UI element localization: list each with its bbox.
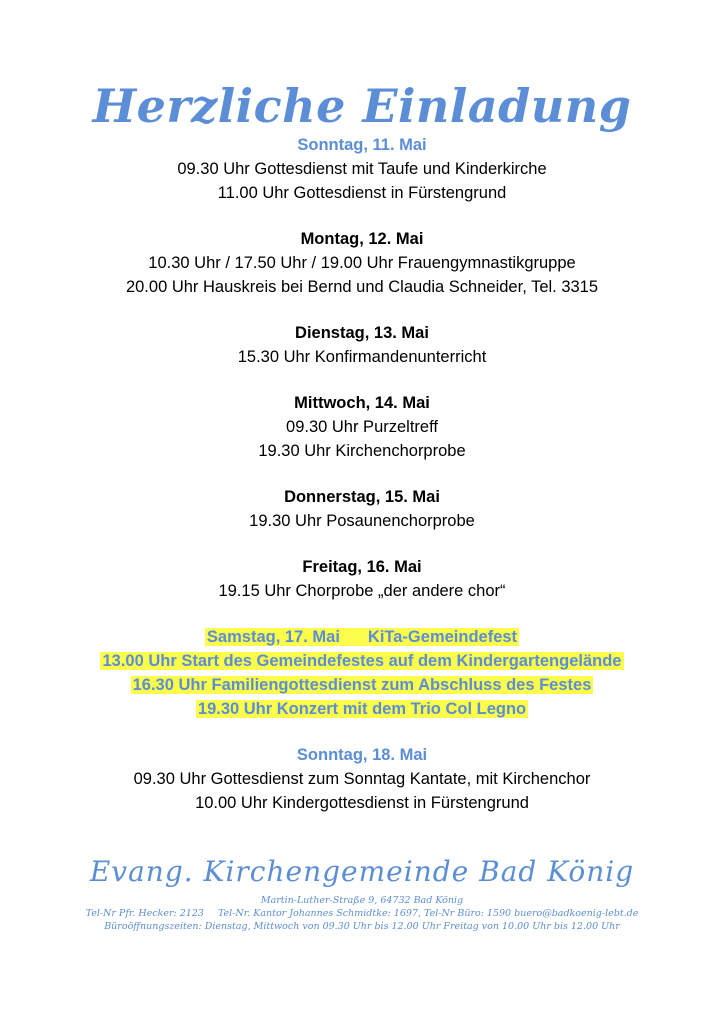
day-thursday-15 xyxy=(0,485,724,533)
highlighted-day-header xyxy=(0,625,724,649)
day-header: Samstag, 17. Mai xyxy=(206,628,340,646)
event-line: 19.15 Uhr Chorprobe „der andere chor“ xyxy=(218,582,506,600)
phone-pastor: Tel-Nr Pfr. Hecker: 2123 xyxy=(85,908,204,919)
event-subtitle: KiTa-Gemeindefest xyxy=(367,628,518,646)
email-link[interactable]: buero@badkoenig-lebt.de xyxy=(514,908,639,919)
day-tuesday-13 xyxy=(0,321,724,369)
day-saturday-17-highlighted xyxy=(0,625,724,721)
event-line: 19.30 Uhr Kirchenchorprobe xyxy=(258,442,466,460)
event-line: 10.30 Uhr / 17.50 Uhr / 19.00 Uhr Frauengymnastikgruppe xyxy=(148,254,576,272)
day-friday-16 xyxy=(0,555,724,603)
event-schedule xyxy=(0,133,724,837)
event-line: 09.30 Uhr Purzeltreff xyxy=(286,418,438,436)
event-line: 09.30 Uhr Gottesdienst mit Taufe und Kinderkirche xyxy=(177,160,547,178)
day-header: Montag, 12. Mai xyxy=(300,230,424,248)
event-line: 19.30 Uhr Posaunenchorprobe xyxy=(249,512,475,530)
day-monday-12 xyxy=(0,227,724,299)
event-line: 20.00 Uhr Hauskreis bei Bernd und Claudia Schneider, Tel. 3315 xyxy=(125,278,599,296)
organization-name: Evang. Kirchengemeinde Bad König xyxy=(89,855,635,888)
phone-cantor-office: Tel-Nr. Kantor Johannes Schmidtke: 1697, Tel-Nr Büro: 1590 xyxy=(217,908,512,919)
highlighted-event-line: 16.30 Uhr Familiengottesdienst zum Abschluss des Festes xyxy=(132,676,592,694)
event-line: 15.30 Uhr Konfirmandenunterricht xyxy=(237,348,487,366)
highlighted-event-line: 19.30 Uhr Konzert mit dem Trio Col Legno xyxy=(197,700,527,718)
day-wednesday-14 xyxy=(0,391,724,463)
address: Martin-Luther-Straße 9, 64732 Bad König xyxy=(260,895,464,906)
footer-contact-block xyxy=(0,894,724,933)
event-line: 10.00 Uhr Kindergottesdienst in Fürstengrund xyxy=(195,794,529,812)
day-header: Sonntag, 18. Mai xyxy=(296,746,428,764)
event-line: 09.30 Uhr Gottesdienst zum Sonntag Kantate, mit Kirchenchor xyxy=(133,770,591,788)
day-header: Freitag, 16. Mai xyxy=(302,558,422,576)
day-header: Mittwoch, 14. Mai xyxy=(294,394,430,412)
day-sunday-11 xyxy=(0,133,724,205)
page-title: Herzliche Einladung xyxy=(92,79,632,133)
day-sunday-18 xyxy=(0,743,724,815)
day-header: Dienstag, 13. Mai xyxy=(295,324,429,342)
day-header: Donnerstag, 15. Mai xyxy=(284,488,440,506)
contact-line xyxy=(0,907,724,920)
event-line: 11.00 Uhr Gottesdienst in Fürstengrund xyxy=(217,184,507,202)
highlighted-event-line: 13.00 Uhr Start des Gemeindefestes auf dem Kindergartengelände xyxy=(102,652,622,670)
day-header: Sonntag, 11. Mai xyxy=(297,136,427,154)
office-hours: Büroöffnungszeiten: Dienstag, Mittwoch von 09.30 Uhr bis 12.00 Uhr Freitag von 10.00 Uhr bis 12.00 Uhr xyxy=(104,921,620,932)
